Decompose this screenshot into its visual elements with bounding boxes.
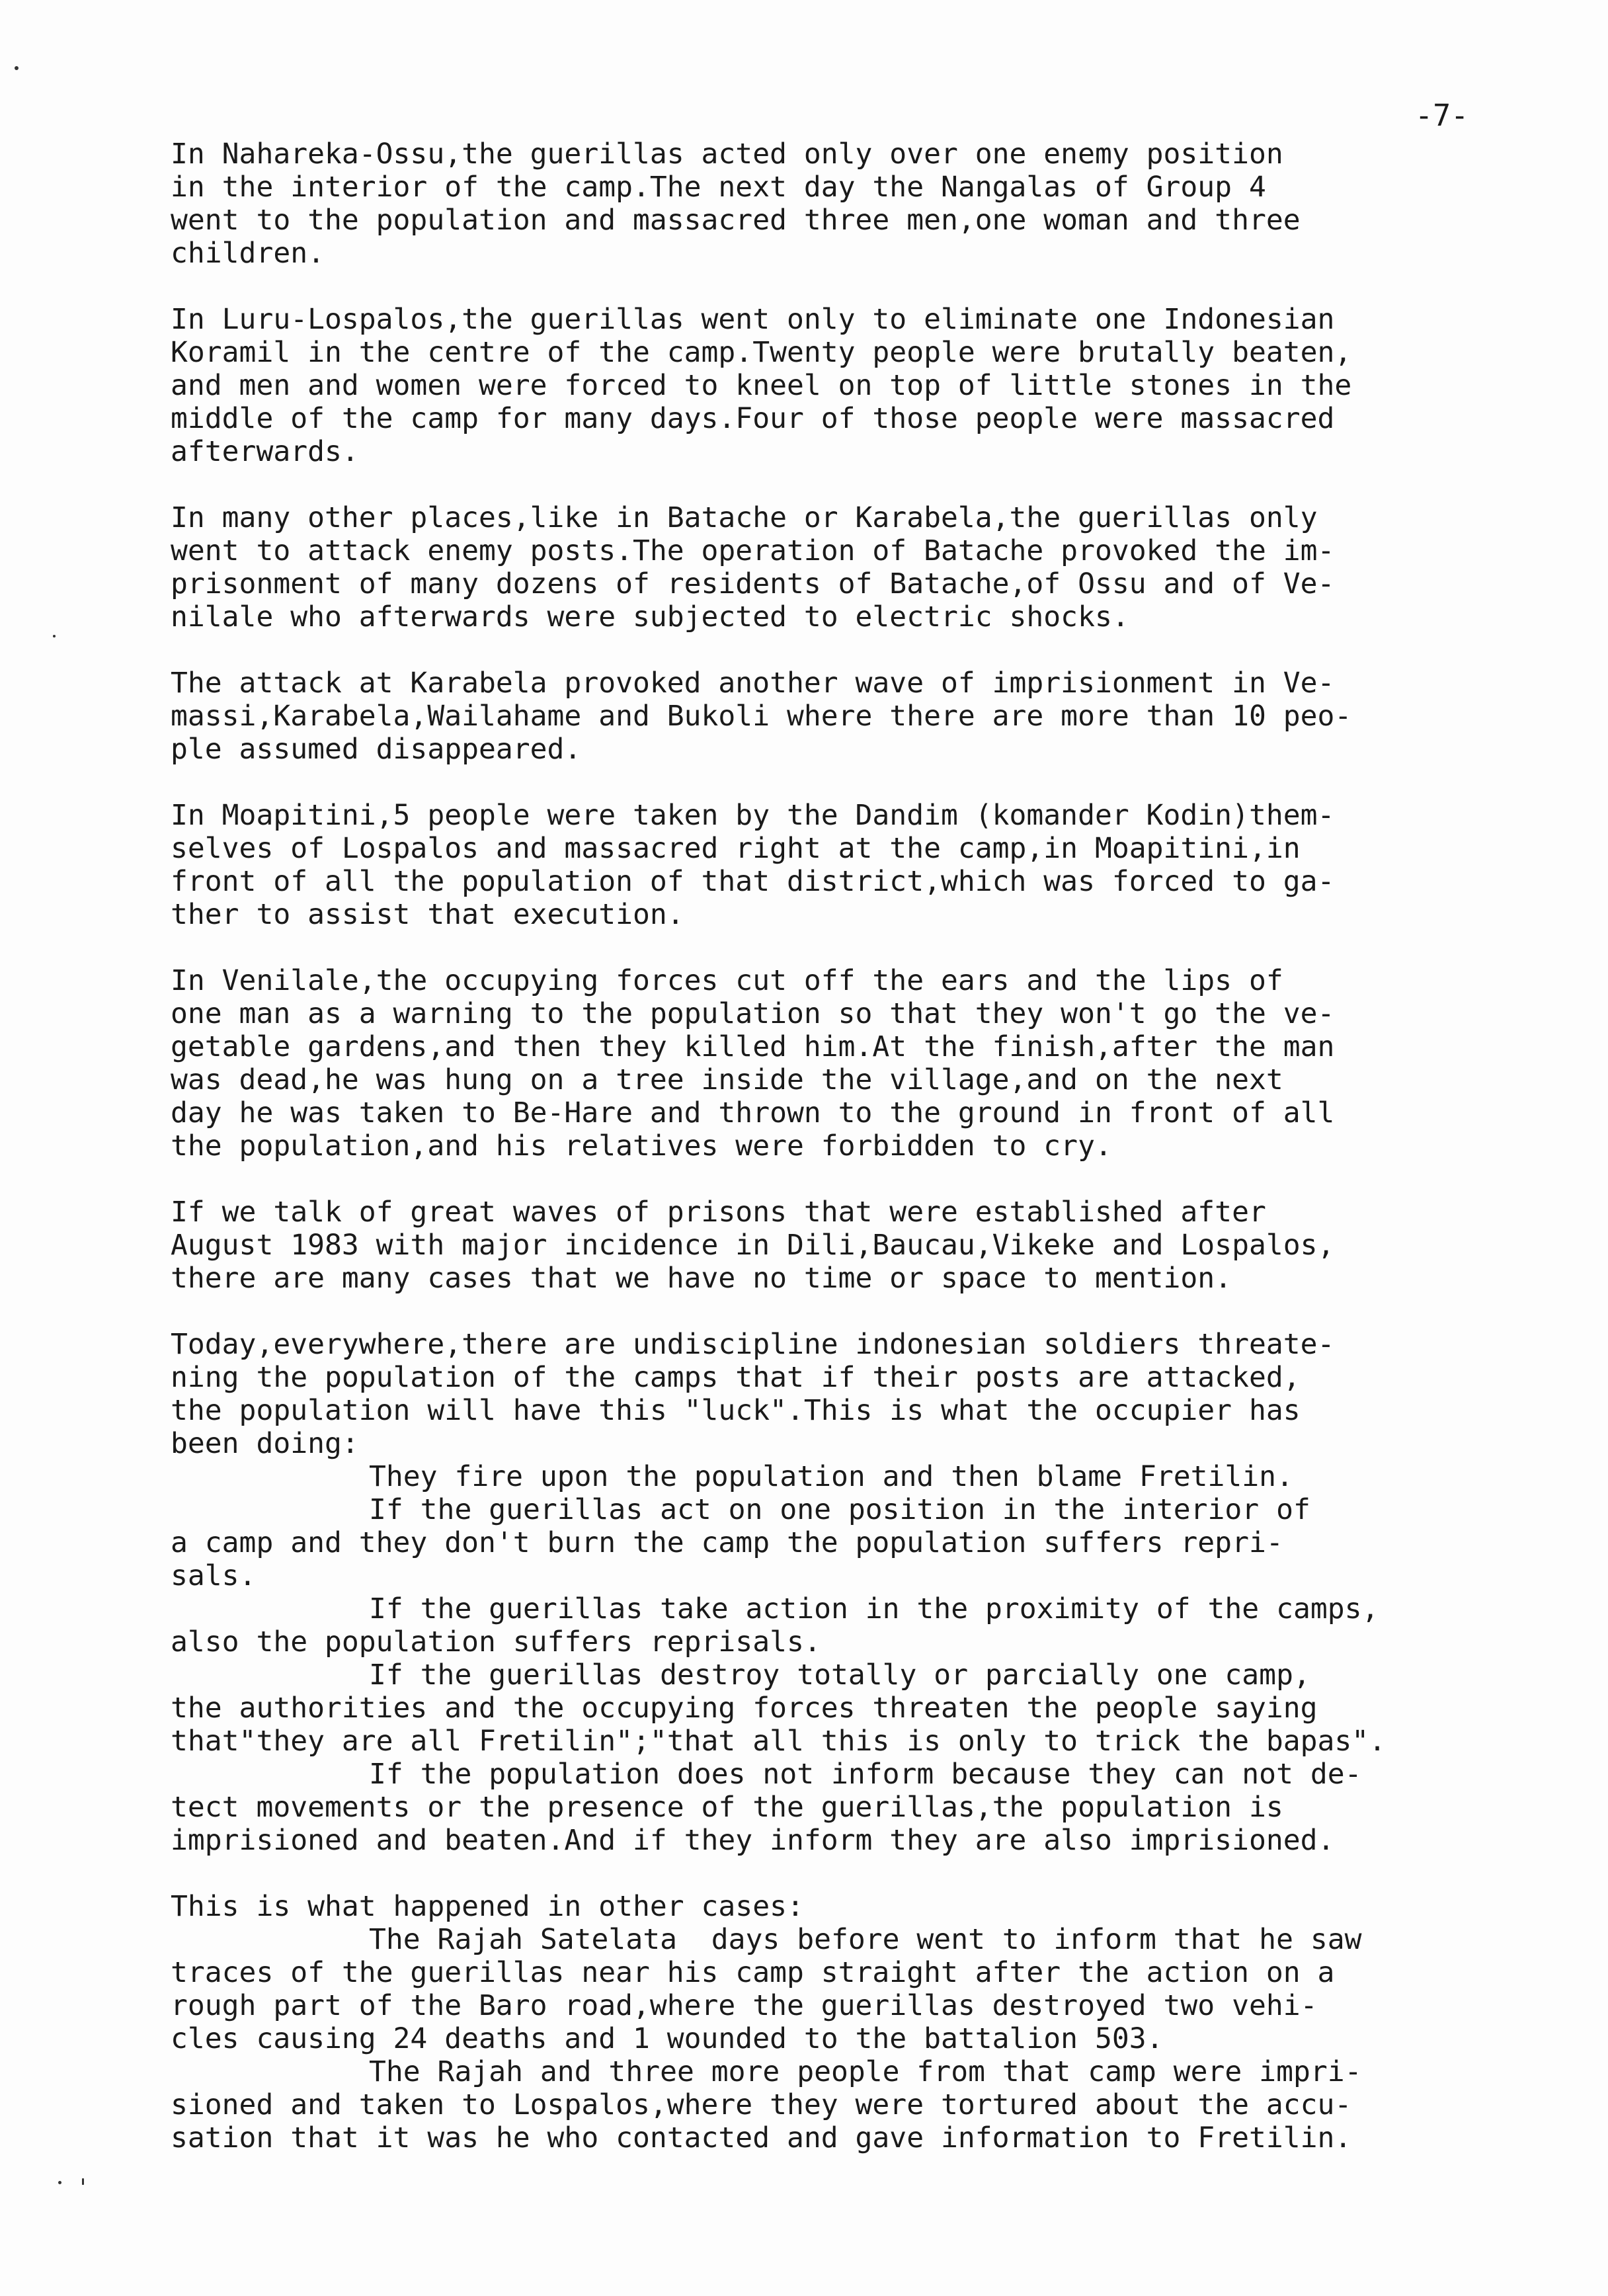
text-line: sation that it was he who contacted and gave information to Fretilin. (171, 2121, 1352, 2154)
text-line: getable gardens,and then they killed him.At the finish,after the man (171, 1030, 1335, 1063)
text-line: was dead,he was hung on a tree inside the village,and on the next (171, 1063, 1283, 1096)
text-line: If the guerillas take action in the proximity of the camps, (369, 1592, 1379, 1625)
text-line: prisonment of many dozens of residents of Batache,of Ossu and of Ve- (171, 567, 1335, 600)
text-line: the authorities and the occupying forces threaten the people saying (171, 1692, 1318, 1725)
text-line: In Luru-Lospalos,the guerillas went only to eliminate one Indonesian (171, 303, 1335, 336)
paragraph-venilale (171, 964, 1572, 1163)
text-line: nilale who afterwards were subjected to electric shocks. (171, 600, 1129, 634)
text-line: Koramil in the centre of the camp.Twenty people were brutally beaten, (171, 336, 1352, 369)
text-line: went to the population and massacred three men,one woman and three (171, 204, 1301, 237)
text-line: In Moapitini,5 people were taken by the Dandim (komander Kodin)them- (171, 799, 1335, 832)
text-line: children. (171, 237, 325, 270)
text-line: In Venilale,the occupying forces cut off the ears and the lips of (171, 964, 1283, 997)
paragraph-today (171, 1328, 1572, 1857)
text-line: been doing: (171, 1427, 359, 1460)
text-line: They fire upon the population and then blame Fretilin. (369, 1460, 1293, 1493)
text-line: traces of the guerillas near his camp straight after the action on a (171, 1956, 1335, 1989)
page-number: -7- (1415, 98, 1469, 133)
text-line: a camp and they don't burn the camp the population suffers repri- (171, 1526, 1283, 1559)
text-line: the population,and his relatives were forbidden to cry. (171, 1129, 1112, 1163)
text-line: tect movements or the presence of the guerillas,the population is (171, 1791, 1283, 1824)
text-line: sals. (171, 1559, 257, 1592)
text-line: front of all the population of that district,which was forced to ga- (171, 865, 1335, 898)
paragraph-other-cases (171, 1890, 1572, 2154)
paragraph-karabela (171, 667, 1572, 766)
paragraph-luru (171, 303, 1572, 468)
text-line: one man as a warning to the population so that they won't go the ve- (171, 997, 1335, 1030)
text-line: In many other places,like in Batache or Karabela,the guerillas only (171, 501, 1318, 534)
scan-speck (15, 66, 19, 70)
paragraph-prisons (171, 1196, 1572, 1295)
text-line: the population will have this "luck".This is what the occupier has (171, 1394, 1301, 1427)
text-line: there are many cases that we have no time or space to mention. (171, 1262, 1232, 1295)
text-line: that"they are all Fretilin";"that all this is only to trick the bapas". (171, 1725, 1387, 1758)
text-line: sioned and taken to Lospalos,where they were tortured about the accu- (171, 2088, 1352, 2121)
paragraph-moapitini (171, 799, 1572, 931)
text-line: cles causing 24 deaths and 1 wounded to the battalion 503. (171, 2022, 1164, 2055)
scan-speck (58, 2181, 61, 2184)
text-line: This is what happened in other cases: (171, 1890, 804, 1923)
text-line: If the guerillas destroy totally or parcially one camp, (369, 1659, 1310, 1692)
text-line: day he was taken to Be-Hare and thrown to the ground in front of all (171, 1096, 1335, 1129)
text-line: August 1983 with major incidence in Dili,Baucau,Vikeke and Lospalos, (171, 1229, 1335, 1262)
text-line: ning the population of the camps that if their posts are attacked, (171, 1361, 1301, 1394)
text-line: If the population does not inform because they can not de- (369, 1758, 1362, 1791)
text-line: ther to assist that execution. (171, 898, 684, 931)
paragraph-batache (171, 501, 1572, 634)
paragraph-nahareka (171, 138, 1572, 270)
scan-speck (53, 635, 56, 637)
text-line: afterwards. (171, 435, 359, 468)
text-line: The Rajah and three more people from that camp were impri- (369, 2055, 1362, 2088)
text-line: also the population suffers reprisals. (171, 1625, 821, 1659)
text-line: selves of Lospalos and massacred right at the camp,in Moapitini,in (171, 832, 1301, 865)
text-line: rough part of the Baro road,where the guerillas destroyed two vehi- (171, 1989, 1318, 2022)
body-text (171, 138, 1572, 2188)
text-line: and men and women were forced to kneel on top of little stones in the (171, 369, 1352, 402)
text-line: imprisioned and beaten.And if they inform they are also imprisioned. (171, 1824, 1335, 1857)
scan-speck (82, 2178, 84, 2185)
text-line: In Nahareka-Ossu,the guerillas acted only over one enemy position (171, 138, 1283, 171)
text-line: Today,everywhere,there are undiscipline indonesian soldiers threate- (171, 1328, 1335, 1361)
text-line: ple assumed disappeared. (171, 733, 582, 766)
text-line: If we talk of great waves of prisons that were established after (171, 1196, 1266, 1229)
text-line: If the guerillas act on one position in the interior of (369, 1493, 1310, 1526)
text-line: The Rajah Satelata days before went to inform that he saw (369, 1923, 1362, 1956)
text-line: went to attack enemy posts.The operation of Batache provoked the im- (171, 534, 1335, 567)
text-line: The attack at Karabela provoked another wave of imprisionment in Ve- (171, 667, 1335, 700)
text-line: in the interior of the camp.The next day the Nangalas of Group 4 (171, 171, 1266, 204)
text-line: massi,Karabela,Wailahame and Bukoli where there are more than 10 peo- (171, 700, 1352, 733)
text-line: middle of the camp for many days.Four of those people were massacred (171, 402, 1335, 435)
